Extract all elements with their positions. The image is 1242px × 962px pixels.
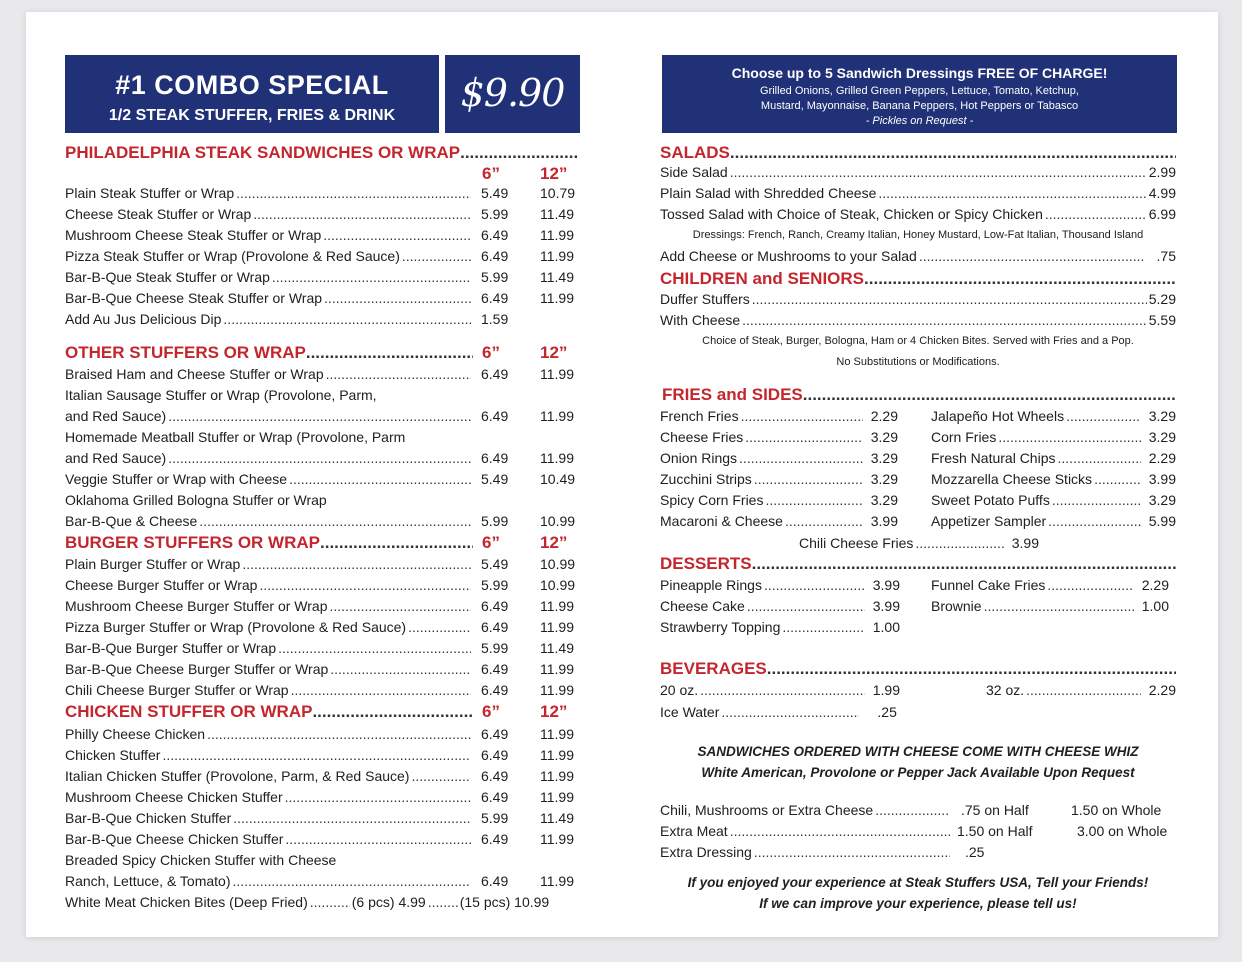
menu-item: Onion Rings ..... 3.29 <box>660 450 898 471</box>
price-12: 10.99 <box>540 577 576 593</box>
price: 5.29 <box>1148 291 1176 307</box>
desserts-left-list <box>660 577 900 640</box>
section-title-other: OTHER STUFFERS OR WRAP <box>65 343 306 362</box>
section-title-desserts: DESSERTS <box>660 554 752 573</box>
price-6: 6.49 <box>481 747 509 763</box>
other-items <box>65 366 473 534</box>
dressings-line-1: Grilled Onions, Grilled Green Peppers, Lettuce, Tomato, Ketchup, <box>760 85 1079 97</box>
price: 1.00 <box>872 619 900 635</box>
footer-line-1: If you enjoyed your experience at Steak Stuffers USA, Tell your Friends! <box>687 875 1149 890</box>
price-12: 11.99 <box>540 366 574 382</box>
menu-item: Brownie ..... 1.00 <box>931 598 1169 619</box>
menu-item: Side Salad ..... 2.99 <box>660 164 1176 185</box>
menu-item: Mushroom Cheese Burger Stuffer or Wrap ..... <box>65 598 473 619</box>
price: 3.99 <box>872 577 900 593</box>
price: 3.99 <box>872 598 900 614</box>
extras-list <box>660 802 1176 865</box>
menu-item: With Cheese ..... 5.59 <box>660 312 1176 333</box>
price-6: 5.49 <box>481 185 509 201</box>
price-6: 6.49 <box>481 248 509 264</box>
menu-item: Add Au Jus Delicious Dip ..... <box>65 311 473 332</box>
price-6: 5.99 <box>481 269 509 285</box>
menu-item-line-1: Oklahoma Grilled Bologna Stuffer or Wrap <box>65 492 327 508</box>
price: .75 <box>1156 248 1176 264</box>
price-6: 5.99 <box>481 206 509 222</box>
col-6-label: 6” <box>482 533 500 552</box>
children-note-2: No Substitutions or Modifications. <box>836 356 1000 368</box>
menu-item: Funnel Cake Fries ..... 2.29 <box>931 577 1169 598</box>
extra-half: .25 <box>965 844 985 860</box>
chicken-bites-name: White Meat Chicken Bites (Deep Fried) <box>65 894 308 910</box>
menu-item: Mushroom Cheese Chicken Stuffer ..... <box>65 789 473 810</box>
cheese-note-1: SANDWICHES ORDERED WITH CHEESE COME WITH CHEESE WHIZ <box>697 744 1139 759</box>
menu-item: Mushroom Cheese Steak Stuffer or Wrap ..... <box>65 227 473 248</box>
price: 3.29 <box>1148 492 1176 508</box>
price: 5.99 <box>1148 513 1176 529</box>
beverage-32oz: 32 oz. ..... 2.29 <box>986 682 1176 699</box>
price: 3.29 <box>1148 408 1176 424</box>
burger-prices-12 <box>540 556 585 703</box>
leader-dots <box>312 702 473 722</box>
section-header-other <box>65 343 473 363</box>
col-6-label: 6” <box>482 702 500 721</box>
menu-item: Bar-B-Que Cheese Burger Stuffer or Wrap ..... <box>65 661 473 682</box>
menu-item: Zucchini Strips ..... 3.29 <box>660 471 898 492</box>
menu-item: and Red Sauce) ..... <box>65 450 473 471</box>
burger-items <box>65 556 473 703</box>
section-header-burger <box>65 533 473 553</box>
leader-dots <box>460 143 579 163</box>
menu-item: Bar-B-Que Steak Stuffer or Wrap ..... <box>65 269 473 290</box>
price-6: 6.49 <box>481 408 509 424</box>
menu-item: Pineapple Rings ..... 3.99 <box>660 577 900 598</box>
menu-item: Appetizer Sampler ..... 5.99 <box>931 513 1176 534</box>
price: 2.29 <box>1148 450 1176 466</box>
menu-item: Bar-B-Que & Cheese ..... <box>65 513 473 534</box>
price: 3.29 <box>1148 429 1176 445</box>
price-12: 11.99 <box>540 227 574 243</box>
price-12: 11.99 <box>540 682 574 698</box>
menu-item: Pizza Burger Stuffer or Wrap (Provolone & Red Sauce) ..... <box>65 619 473 640</box>
children-note-1: Choice of Steak, Burger, Bologna, Ham or 4 Chicken Bites. Served with Fries and a Pop. <box>702 335 1134 347</box>
price: 2.99 <box>1148 164 1176 180</box>
menu-item: Plain Salad with Shredded Cheese ..... 4.99 <box>660 185 1176 206</box>
price-6: 6.49 <box>481 873 509 889</box>
left-column <box>65 142 580 912</box>
menu-item: Ice Water ..... .25 <box>660 704 900 726</box>
price: 3.29 <box>870 492 898 508</box>
menu-item: Plain Steak Stuffer or Wrap ..... <box>65 185 473 206</box>
col-12-label: 12” <box>540 343 568 362</box>
menu-item: Chicken Stuffer ..... <box>65 747 473 768</box>
menu-item: Bar-B-Que Burger Stuffer or Wrap ..... <box>65 640 473 661</box>
price-6: 5.99 <box>481 810 509 826</box>
menu-item: Ranch, Lettuce, & Tomato) ..... <box>65 873 473 894</box>
price: 3.29 <box>870 429 898 445</box>
price-12: 11.99 <box>540 768 574 784</box>
chicken-bites-row <box>65 894 579 911</box>
col-12-label: 12” <box>540 702 568 721</box>
menu-item: Cheese Burger Stuffer or Wrap ..... <box>65 577 473 598</box>
menu-item: Cheese Steak Stuffer or Wrap ..... <box>65 206 473 227</box>
combo-title: #1 COMBO SPECIAL <box>115 70 389 100</box>
other-prices-6 <box>481 366 521 534</box>
price-6: 6.49 <box>481 682 509 698</box>
col-6-label: 6” <box>482 343 500 362</box>
price-12: 10.99 <box>540 513 576 529</box>
menu-item: French Fries ..... 2.29 <box>660 408 898 429</box>
price-6: 5.49 <box>481 471 509 487</box>
col-12-label: 12” <box>540 533 568 552</box>
chili-cheese-fries-item: Chili Cheese Fries ..... 3.99 <box>799 535 1039 552</box>
price-6: 6.49 <box>481 789 509 805</box>
price-12: 11.99 <box>540 598 574 614</box>
fries-left-list <box>660 408 898 534</box>
cheese-note-2: White American, Provolone or Pepper Jack Available Upon Request <box>701 765 1135 780</box>
price-6: 5.99 <box>481 513 509 529</box>
dressings-title: Choose up to 5 Sandwich Dressings FREE OF CHARGE! <box>731 65 1108 81</box>
price-12: 11.49 <box>540 640 574 656</box>
extra-item: Chili, Mushrooms or Extra Cheese ..... .75 on Half 1.50 on Whole <box>660 802 1176 823</box>
section-title-beverages: BEVERAGES <box>660 659 767 678</box>
price-6: 5.99 <box>481 640 509 656</box>
section-header-beverages <box>660 659 1176 679</box>
menu-item: Italian Chicken Stuffer (Provolone, Parm, & Red Sauce) ..... <box>65 768 473 789</box>
salad-dressings-note: Dressings: French, Ranch, Creamy Italian, Honey Mustard, Low-Fat Italian, Thousand Island <box>692 229 1144 241</box>
price: 3.29 <box>870 450 898 466</box>
price: 1.00 <box>1141 598 1169 614</box>
fries-right-list <box>931 408 1176 534</box>
extra-whole: 3.00 on Whole <box>1077 823 1168 839</box>
leader-dots <box>320 533 473 553</box>
price-6: 1.59 <box>481 311 509 327</box>
price: 5.59 <box>1148 312 1176 328</box>
section-header-chicken <box>65 702 473 722</box>
price-6: 6.49 <box>481 661 509 677</box>
col-12-label: 12” <box>540 164 568 183</box>
extra-whole: 1.50 on Whole <box>1071 802 1162 818</box>
price-12: 11.99 <box>540 747 574 763</box>
menu-item: Macaroni & Cheese ..... 3.99 <box>660 513 898 534</box>
price-6: 5.99 <box>481 577 509 593</box>
menu-item-line-1: Homemade Meatball Stuffer or Wrap (Provolone, Parm <box>65 429 406 445</box>
price: 1.99 <box>872 682 900 698</box>
menu-item: Spicy Corn Fries ..... 3.29 <box>660 492 898 513</box>
price-12: 11.99 <box>540 831 574 847</box>
extra-item: Extra Meat ..... 1.50 on Half 3.00 on Whole <box>660 823 1176 844</box>
section-header-desserts <box>660 554 1176 574</box>
right-column <box>660 142 1178 912</box>
combo-banner <box>65 55 439 133</box>
desserts-right-list <box>931 577 1169 619</box>
section-title-salads: SALADS <box>660 143 730 162</box>
price-12: 11.49 <box>540 810 574 826</box>
menu-item: Plain Burger Stuffer or Wrap ..... <box>65 556 473 577</box>
price: 3.29 <box>870 471 898 487</box>
section-header-children <box>660 269 1176 289</box>
price-12: 10.99 <box>540 556 576 572</box>
menu-item: 20 oz. ..... 1.99 <box>660 682 900 704</box>
price-6: 6.49 <box>481 290 509 306</box>
price-6: 6.49 <box>481 726 509 742</box>
menu-item: Corn Fries ..... 3.29 <box>931 429 1176 450</box>
menu-item: Bar-B-Que Chicken Stuffer ..... <box>65 810 473 831</box>
col-6-label: 6” <box>482 164 500 183</box>
price-12: 11.99 <box>540 408 574 424</box>
philly-prices-12 <box>540 185 585 311</box>
price-12: 11.99 <box>540 789 574 805</box>
section-title-fries: FRIES and SIDES <box>662 385 803 404</box>
chicken-items <box>65 726 473 894</box>
section-header-philly <box>65 143 579 163</box>
menu-item: Tossed Salad with Choice of Steak, Chicken or Spicy Chicken ..... 6.99 <box>660 206 1176 227</box>
menu-item: Bar-B-Que Cheese Chicken Stuffer ..... <box>65 831 473 852</box>
price-12: 11.99 <box>540 290 574 306</box>
menu-item: Add Cheese or Mushrooms to your Salad ..... .75 <box>660 248 1176 269</box>
price-12: 11.99 <box>540 248 574 264</box>
price-6: 6.49 <box>481 619 509 635</box>
price-12: 10.49 <box>540 471 576 487</box>
menu-item: Chili Cheese Burger Stuffer or Wrap ..... <box>65 682 473 703</box>
philly-prices-6 <box>481 185 521 332</box>
menu-item-line-1: Italian Sausage Stuffer or Wrap (Provolone, Parm, <box>65 387 377 403</box>
price: 3.99 <box>1011 535 1039 551</box>
price-12: 11.99 <box>540 726 574 742</box>
combo-price-box <box>445 55 580 133</box>
price-12: 11.99 <box>540 450 574 466</box>
price: 2.29 <box>870 408 898 424</box>
menu-item: Sweet Potato Puffs ..... 3.29 <box>931 492 1176 513</box>
price: 6.99 <box>1148 206 1176 222</box>
section-header-salads <box>660 143 1176 163</box>
extra-item: Extra Dressing ..... .25 <box>660 844 1176 865</box>
chicken-bites-6pcs: (6 pcs) 4.99 <box>351 894 426 910</box>
section-header-fries <box>662 385 1176 405</box>
salad-items <box>660 164 1176 269</box>
price-12: 11.99 <box>540 661 574 677</box>
menu-item: Mozzarella Cheese Sticks ..... 3.99 <box>931 471 1176 492</box>
price-6: 6.49 <box>481 768 509 784</box>
footer-line-2: If we can improve your experience, please tell us! <box>759 896 1077 911</box>
dressings-line-2: Mustard, Mayonnaise, Banana Peppers, Hot Peppers or Tabasco <box>760 100 1079 112</box>
menu-item: Philly Cheese Chicken ..... <box>65 726 473 747</box>
chicken-prices-6 <box>481 726 521 894</box>
menu-item: Braised Ham and Cheese Stuffer or Wrap ..... <box>65 366 473 387</box>
children-items <box>660 291 1176 375</box>
other-prices-12 <box>540 366 585 534</box>
price: 2.29 <box>1141 577 1169 593</box>
menu-item-line-1: Breaded Spicy Chicken Stuffer with Cheese <box>65 852 337 868</box>
menu-item: Pizza Steak Stuffer or Wrap (Provolone & Red Sauce) ..... <box>65 248 473 269</box>
price: 4.99 <box>1148 185 1176 201</box>
combo-price: $9.90 <box>460 71 565 115</box>
menu-item: Cheese Fries ..... 3.29 <box>660 429 898 450</box>
price-6: 6.49 <box>481 598 509 614</box>
menu-item: and Red Sauce) ..... <box>65 408 473 429</box>
section-title-children: CHILDREN and SENIORS <box>660 269 865 288</box>
price-12: 11.49 <box>540 206 574 222</box>
section-title-burger: BURGER STUFFERS OR WRAP <box>65 533 320 552</box>
price: .25 <box>877 704 897 720</box>
price: 2.29 <box>1148 682 1176 698</box>
menu-item: Duffer Stuffers ..... 5.29 <box>660 291 1176 312</box>
dressings-line-3: - Pickles on Request - <box>865 115 974 127</box>
price-12: 11.49 <box>540 269 574 285</box>
price: 3.99 <box>1148 471 1176 487</box>
chicken-bites-15pcs: (15 pcs) 10.99 <box>459 894 550 910</box>
combo-subtitle: 1/2 STEAK STUFFER, FRIES & DRINK <box>108 107 396 124</box>
price-6: 5.49 <box>481 556 509 572</box>
section-title-philly: PHILADELPHIA STEAK SANDWICHES OR WRAP <box>65 143 461 162</box>
menu-sheet <box>26 12 1218 937</box>
price-6: 6.49 <box>481 366 509 382</box>
price-6: 6.49 <box>481 227 509 243</box>
menu-item: Jalapeño Hot Wheels ..... 3.29 <box>931 408 1176 429</box>
price-6: 6.49 <box>481 450 509 466</box>
menu-item: Cheese Cake ..... 3.99 <box>660 598 900 619</box>
menu-item: Fresh Natural Chips ..... 2.29 <box>931 450 1176 471</box>
extra-half: .75 on Half <box>961 802 1029 818</box>
burger-prices-6 <box>481 556 521 703</box>
menu-item: Bar-B-Que Cheese Steak Stuffer or Wrap ..... <box>65 290 473 311</box>
chicken-prices-12 <box>540 726 585 894</box>
extra-half: 1.50 on Half <box>957 823 1033 839</box>
price: 3.99 <box>870 513 898 529</box>
leader-dots <box>306 343 473 363</box>
beverages-list <box>660 682 900 726</box>
dressings-banner <box>662 55 1177 133</box>
price-12: 11.99 <box>540 619 574 635</box>
section-title-chicken: CHICKEN STUFFER OR WRAP <box>65 702 313 721</box>
price-6: 6.49 <box>481 831 509 847</box>
menu-item: Strawberry Topping ..... 1.00 <box>660 619 900 640</box>
price-12: 10.79 <box>540 185 576 201</box>
menu-item: Veggie Stuffer or Wrap with Cheese ..... <box>65 471 473 492</box>
price-12: 11.99 <box>540 873 574 889</box>
